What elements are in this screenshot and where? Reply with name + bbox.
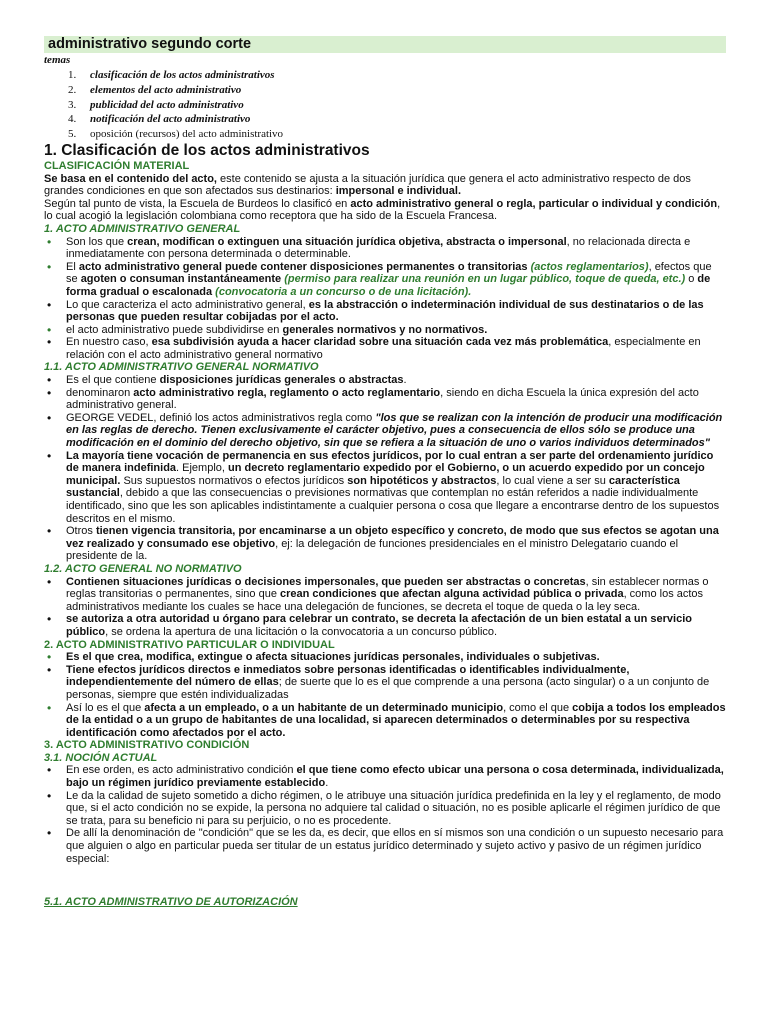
section-heading: 2. ACTO ADMINISTRATIVO PARTICULAR O INDIVIDUAL: [44, 638, 335, 651]
bullet-list: [44, 764, 726, 865]
list-item: • el acto administrativo puede subdividirse en generales normativos y no normativos.: [66, 324, 726, 337]
temas-label: temas: [44, 54, 71, 66]
list-item: • Otros tienen vigencia transitoria, por encaminarse a un objeto específico y concreto, de modo que sus efectos se agotan una vez realizado y consumado ese objetivo, ej: la delegación de funciones presidenciales en el ministro Delegatario cuando el presidente de la.: [66, 525, 726, 563]
list-item: • En ese orden, es acto administrativo condición el que tiene como efecto ubicar una persona o cosa determinada, individualizada, bajo un régimen jurídico previamente establecido.: [66, 764, 726, 789]
section-heading: 3.1. NOCIÓN ACTUAL: [44, 751, 158, 764]
main-heading: 1. Clasificación de los actos administrativos: [44, 141, 370, 159]
list-item: • Así lo es el que afecta a un empleado, o a un habitante de un determinado municipio, como el que cobija a todos los empleados de la entidad o a un grupo de habitantes de una localidad, si aparecen determinados o determinables por su respectiva identificación como afectados por el acto.: [66, 702, 726, 740]
section-heading: 3. ACTO ADMINISTRATIVO CONDICIÓN: [44, 739, 250, 752]
topic-item: 5. oposición (recursos) del acto administrativo: [68, 128, 284, 141]
paragraph: Se basa en el contenido del acto, este contenido se ajusta a la situación jurídica que genera el acto administrativo respecto de dos grandes condiciones en que son afectados sus destinarios: impersonal e individual.: [44, 172, 691, 198]
bullet-list: [44, 576, 726, 639]
bullet-list: [44, 236, 726, 362]
topic-item: 4. notificación del acto administrativo: [68, 113, 251, 126]
section-heading: CLASIFICACIÓN MATERIAL: [44, 159, 190, 172]
list-item: • Es el que crea, modifica, extingue o afecta situaciones jurídicas personales, individuales o subjetivas.: [66, 651, 726, 664]
topic-item: 2. elementos del acto administrativo: [68, 83, 242, 96]
list-item: • GEORGE VEDEL, definió los actos administrativos regla como "los que se realizan con la intención de producir una modificación en las reglas de derecho. Tienen exclusivamente el carácter objetivo, pues a consecuencia de ellos sólo se produce una modificación en el dominio del derecho objetivo, sin que se refiera a la situación de uno o varios individuos determinados": [66, 412, 726, 450]
list-item: • Le da la calidad de sujeto sometido a dicho régimen, o le atribuye una situación jurídica predefinida en la ley y el reglamento, de modo que, si el acto condición no se expide, la persona no adquiere tal calidad o situación, no es posible aplicarle el régimen jurídico de que se trata, para su beneficio ni para su perjuicio, o no es procedente.: [66, 790, 726, 828]
list-item: • Tiene efectos jurídicos directos e inmediatos sobre personas identificadas o identificables individualmente, independientemente del número de ellas; de suerte que lo es el que comprende a una persona (acto singular) o a un conjunto de personas, siempre que estén individualizadas: [66, 664, 726, 702]
bullet-list: [44, 651, 726, 739]
list-item: • Lo que caracteriza el acto administrativo general, es la abstracción o indeterminación individual de sus destinatarios o de las personas que pueden resultar cobijadas por el acto.: [66, 299, 726, 324]
bullet-list: [44, 374, 726, 563]
topic-item: 3. publicidad del acto administrativo: [68, 98, 244, 111]
paragraph: Según tal punto de vista, la Escuela de Burdeos lo clasificó en acto administrativo general o regla, particular o individual y condición, lo cual acogió la legislación colombiana como receptora que ha sido de la Escuela Francesa.: [44, 197, 721, 223]
document-page: [44, 36, 726, 909]
list-item: • se autoriza a otra autoridad u órgano para celebrar un contrato, se decreta la afectación de un bien estatal a un servicio público, se ordena la apertura de una licitación o la convocatoria a un concurso público.: [66, 613, 726, 638]
list-item: • De allí la denominación de "condición" que se les da, es decir, que ellos en sí mismos son una condición o un supuesto necesario para que alguien o algo en particular pueda ser titular de un estatus jurídico determinado y sujeto activo y pasivo de un régimen jurídico especial:: [66, 827, 726, 865]
list-item: • Es el que contiene disposiciones jurídicas generales o abstractas.: [66, 374, 726, 387]
topics-list: [44, 68, 726, 142]
list-item: • Son los que crean, modifican o extinguen una situación jurídica objetiva, abstracta o impersonal, no relacionada directa e inmediatamente con persona determinada o determinable.: [66, 236, 726, 261]
list-item: • Contienen situaciones jurídicas o decisiones impersonales, que pueden ser abstractas o concretas, sin establecer normas o reglas transitorias o permanentes, sino que crean condiciones que afectan alguna actividad pública o privada, como los actos administrativos mediante los cuales se hace una delegación de funciones, se decreta el toque de queda o la ley seca.: [66, 576, 726, 614]
list-item: • El acto administrativo general puede contener disposiciones permanentes o transitorias (actos reglamentarios), efectos que se agoten o consuman instantáneamente (permiso para realizar una reunión en un lugar público, toque de queda, etc.) o de forma gradual o escalonada (convocatoria a un concurso o de una licitación).: [66, 261, 726, 299]
section-heading: 1.1. ACTO ADMINISTRATIVO GENERAL NORMATIVO: [44, 361, 319, 374]
topic-item: 1. clasificación de los actos administrativos: [68, 69, 275, 81]
section-heading: 1. ACTO ADMINISTRATIVO GENERAL: [44, 222, 241, 235]
list-item: • denominaron acto administrativo regla, reglamento o acto reglamentario, siendo en dicha Escuela la única expresión del acto administrativo general.: [66, 387, 726, 412]
section-heading: 1.2. ACTO GENERAL NO NORMATIVO: [44, 562, 242, 575]
document-title: administrativo segundo corte: [44, 36, 726, 53]
section-heading: 5.1. ACTO ADMINISTRATIVO DE AUTORIZACIÓN: [44, 896, 298, 909]
spacer: [44, 865, 726, 896]
list-item: • En nuestro caso, esa subdivisión ayuda a hacer claridad sobre una situación cada vez más problemática, especialmente en relación con el acto administrativo general normativo: [66, 336, 726, 361]
list-item: • La mayoría tiene vocación de permanencia en sus efectos jurídicos, por lo cual entran a ser parte del ordenamiento jurídico de manera indefinida. Ejemplo, un decreto reglamentario expedido por el Gobierno, o un acuerdo expedido por un concejo municipal. Sus supuestos normativos o efectos jurídicos son hipotéticos y abstractos, lo cual viene a ser su característica sustancial, debido a que las consecuencias o previsiones normativas que contemplan no están referidos a nadie individualmente identificado, sino que les son aplicables indistintamente a cualquier persona o cosa que llegare a encontrarse dentro de los supuestos descritos en el mismo.: [66, 450, 726, 526]
